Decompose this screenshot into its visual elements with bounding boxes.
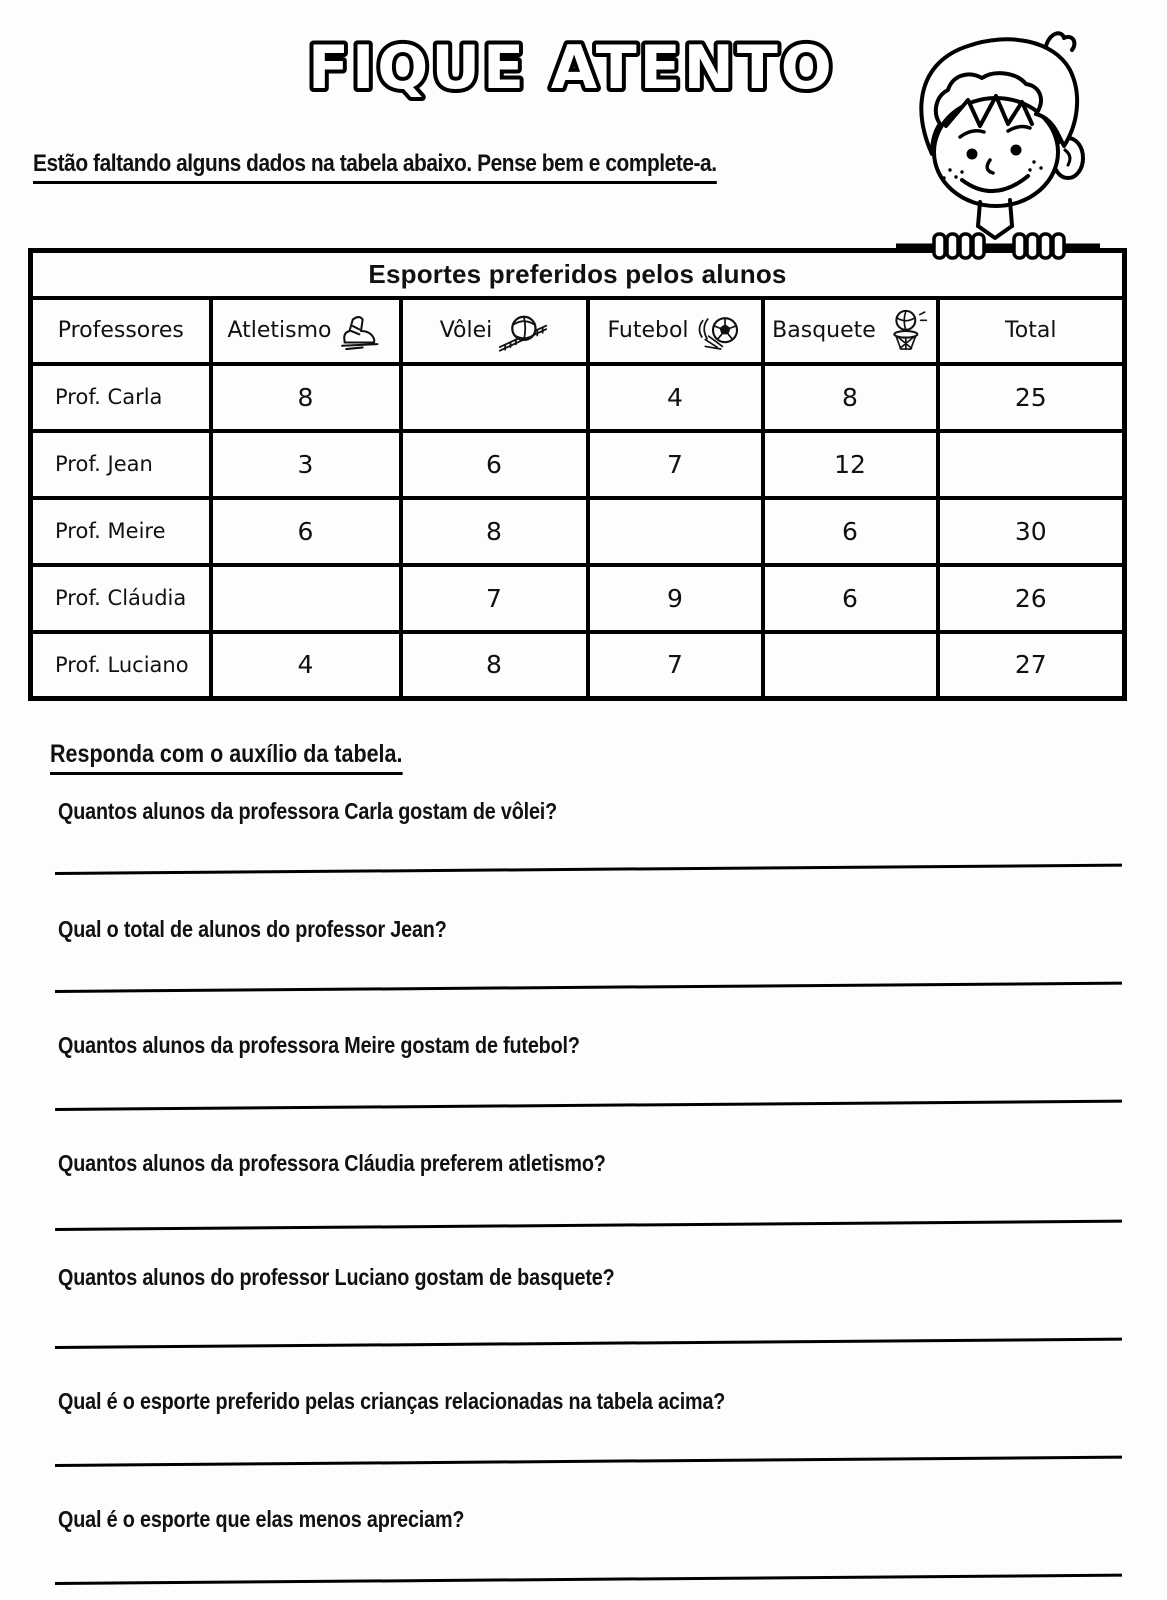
cell-jean-futebol: 7 <box>588 431 763 498</box>
professor-name: Prof. Carla <box>31 364 211 431</box>
peeking-boy-illustration <box>896 24 1100 262</box>
col-header-atletismo: Atletismo <box>227 318 332 343</box>
answer-line-4[interactable] <box>55 1220 1122 1231</box>
table-row <box>31 565 1125 632</box>
cell-meire-atletismo: 6 <box>211 498 401 565</box>
table-row <box>31 498 1125 565</box>
blank-cell-jean-total[interactable] <box>938 431 1125 498</box>
cell-jean-basquete: 12 <box>763 431 938 498</box>
running-shoe-icon <box>338 309 384 353</box>
answer-line-7[interactable] <box>55 1574 1122 1585</box>
col-header-professores: Professores <box>57 318 184 343</box>
volleyball-icon <box>498 309 548 353</box>
cell-claudia-basquete: 6 <box>763 565 938 632</box>
blank-cell-luciano-basquete[interactable] <box>763 632 938 699</box>
cell-jean-volei: 6 <box>401 431 588 498</box>
cell-carla-basquete: 8 <box>763 364 938 431</box>
worksheet-title-art <box>300 16 840 116</box>
table-row <box>31 364 1125 431</box>
blank-cell-carla-volei[interactable] <box>401 364 588 431</box>
answer-line-1[interactable] <box>55 864 1122 875</box>
col-header-futebol: Futebol <box>607 318 689 343</box>
question-4: Quantos alunos da professora Cláudia preferem atletismo? <box>58 1150 606 1176</box>
professor-name: Prof. Meire <box>31 498 211 565</box>
question-1: Quantos alunos da professora Carla gostam de vôlei? <box>58 798 558 824</box>
answer-line-5[interactable] <box>55 1338 1122 1349</box>
professor-name: Prof. Luciano <box>31 632 211 699</box>
question-3: Quantos alunos da professora Meire gostam de futebol? <box>58 1032 580 1058</box>
table-row <box>31 632 1125 699</box>
instruction-text: Estão faltando alguns dados na tabela abaixo. Pense bem e complete-a. <box>33 150 717 184</box>
cell-claudia-volei: 7 <box>401 565 588 632</box>
col-header-volei: Vôlei <box>439 318 493 343</box>
cell-meire-total: 30 <box>938 498 1125 565</box>
answer-line-3[interactable] <box>55 1100 1122 1111</box>
col-header-total: Total <box>1005 318 1057 343</box>
cell-carla-atletismo: 8 <box>211 364 401 431</box>
blank-cell-claudia-atletismo[interactable] <box>211 565 401 632</box>
table-row <box>31 431 1125 498</box>
professor-name: Prof. Cláudia <box>31 565 211 632</box>
professor-name: Prof. Jean <box>31 431 211 498</box>
sports-table <box>28 248 1127 701</box>
cell-luciano-futebol: 7 <box>588 632 763 699</box>
soccer-ball-icon <box>695 309 743 353</box>
cell-luciano-total: 27 <box>938 632 1125 699</box>
blank-cell-meire-futebol[interactable] <box>588 498 763 565</box>
header-row <box>31 298 1125 364</box>
questions-heading: Responda com o auxílio da tabela. <box>50 740 402 775</box>
cell-meire-basquete: 6 <box>763 498 938 565</box>
question-5: Quantos alunos do professor Luciano gostam de basquete? <box>58 1264 615 1290</box>
basketball-hoop-icon <box>882 308 928 354</box>
answer-line-2[interactable] <box>55 982 1122 993</box>
question-7: Qual é o esporte que elas menos apreciam? <box>58 1506 465 1532</box>
cell-claudia-total: 26 <box>938 565 1125 632</box>
cell-claudia-futebol: 9 <box>588 565 763 632</box>
cell-meire-volei: 8 <box>401 498 588 565</box>
table-title: Esportes preferidos pelos alunos <box>31 251 1125 298</box>
answer-line-6[interactable] <box>55 1456 1122 1467</box>
cell-luciano-volei: 8 <box>401 632 588 699</box>
cell-jean-atletismo: 3 <box>211 431 401 498</box>
question-2: Qual o total de alunos do professor Jean? <box>58 916 447 942</box>
question-6: Qual é o esporte preferido pelas crianças relacionadas na tabela acima? <box>58 1388 726 1414</box>
cell-luciano-atletismo: 4 <box>211 632 401 699</box>
cell-carla-total: 25 <box>938 364 1125 431</box>
col-header-basquete: Basquete <box>772 318 876 343</box>
cell-carla-futebol: 4 <box>588 364 763 431</box>
page-title: FIQUE ATENTO <box>308 33 835 103</box>
